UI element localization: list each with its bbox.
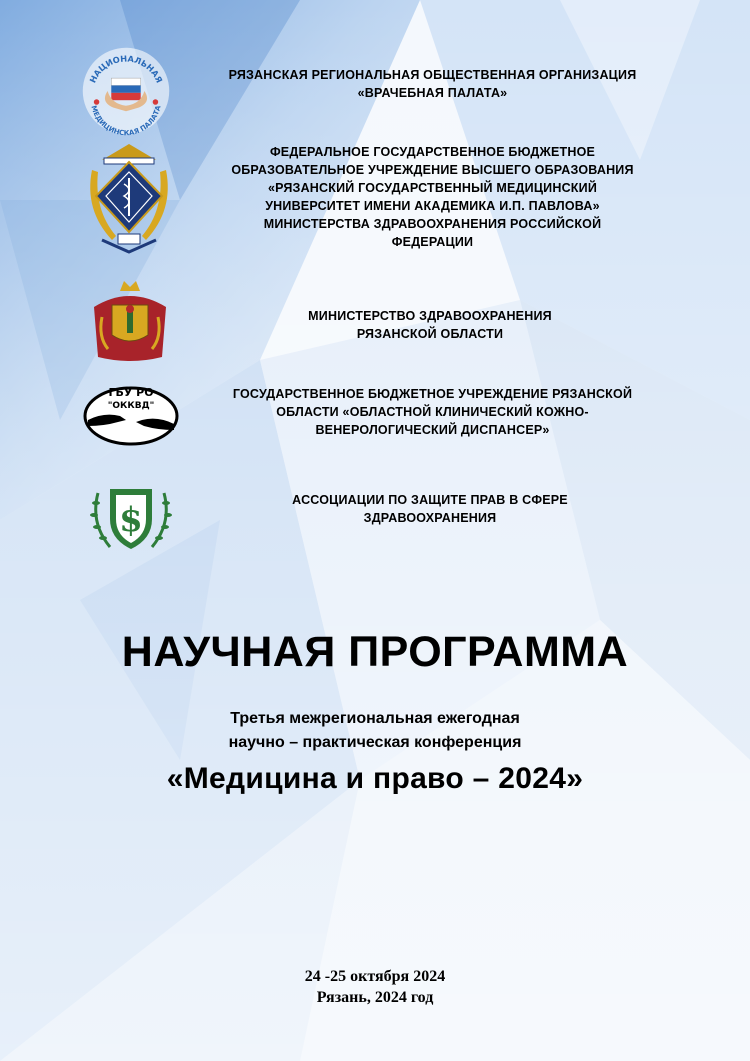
place-and-year: Рязань, 2024 год (316, 989, 434, 1006)
conference-dates: 24 -25 октября 2024 (304, 968, 446, 985)
conference-name: «Медицина и право – 2024» (166, 762, 584, 795)
org-2-line-4: УНИВЕРСИТЕТ ИМЕНИ АКАДЕМИКА И.П. ПАВЛОВА» (265, 199, 600, 213)
organization-block-5 (0, 480, 750, 560)
svg-text:МЕДИЦИНСКАЯ ПАЛАТА: МЕДИЦИНСКАЯ ПАЛАТА (89, 104, 163, 137)
university-crest-icon (82, 140, 176, 256)
org-3-line-2: РЯЗАНСКОЙ ОБЛАСТИ (356, 327, 504, 341)
organization-block-4 (0, 380, 750, 450)
page-title: НАУЧНАЯ ПРОГРАММА (121, 628, 629, 676)
svg-text:НАЦИОНАЛЬНАЯ: НАЦИОНАЛЬНАЯ (87, 53, 165, 85)
org-4-line-2: ОБЛАСТИ «ОБЛАСТНОЙ КЛИНИЧЕСКИЙ КОЖНО- (276, 405, 589, 419)
org-2-line-3: «РЯЗАНСКИЙ ГОСУДАРСТВЕННЫЙ МЕДИЦИНСКИЙ (267, 181, 598, 195)
organization-block-3 (0, 275, 750, 370)
org-5-line-1: АССОЦИАЦИИ ПО ЗАЩИТЕ ПРАВ В СФЕРЕ (292, 493, 568, 507)
organization-block-2 (0, 140, 750, 260)
org-5-line-2: ЗДРАВООХРАНЕНИЯ (363, 511, 497, 525)
national-medical-chamber-emblem-icon (80, 45, 172, 137)
org-1-line-2: «ВРАЧЕБНАЯ ПАЛАТА» (357, 86, 508, 100)
org-2-line-6: ФЕДЕРАЦИИ (391, 235, 474, 249)
org-4-line-3: ВЕНЕРОЛОГИЧЕСКИЙ ДИСПАНСЕР» (315, 423, 550, 437)
org-2-line-1: ФЕДЕРАЛЬНОЕ ГОСУДАРСТВЕННОЕ БЮДЖЕТНОЕ (269, 145, 596, 159)
org-1-line-1: РЯЗАНСКАЯ РЕГИОНАЛЬНАЯ ОБЩЕСТВЕННАЯ ОРГАНИЗАЦИЯ (228, 68, 637, 82)
organization-block-1 (0, 40, 750, 140)
org-2-line-5: МИНИСТЕРСТВА ЗДРАВООХРАНЕНИЯ РОССИЙСКОЙ (263, 217, 602, 231)
health-rights-shield-icon (88, 483, 174, 555)
subtitle-line-2: научно – практическая конференция (228, 734, 522, 751)
org-4-line-1: ГОСУДАРСТВЕННОЕ БЮДЖЕТНОЕ УЧРЕЖДЕНИЕ РЯЗАНСКОЙ (232, 387, 633, 401)
svg-text:ГБУ РО: ГБУ РО (108, 386, 154, 399)
ryazan-coat-of-arms-icon (90, 277, 170, 365)
dispensary-hands-logo-icon (82, 380, 180, 446)
org-2-line-2: ОБРАЗОВАТЕЛЬНОЕ УЧРЕЖДЕНИЕ ВЫСШЕГО ОБРАЗОВАНИЯ (231, 163, 634, 177)
org-3-line-1: МИНИСТЕРСТВО ЗДРАВООХРАНЕНИЯ (308, 309, 552, 323)
subtitle-line-1: Третья межрегиональная ежегодная (230, 710, 520, 727)
svg-text:"ОККВД": "ОККВД" (107, 401, 155, 411)
svg-text:$: $ (119, 500, 143, 540)
